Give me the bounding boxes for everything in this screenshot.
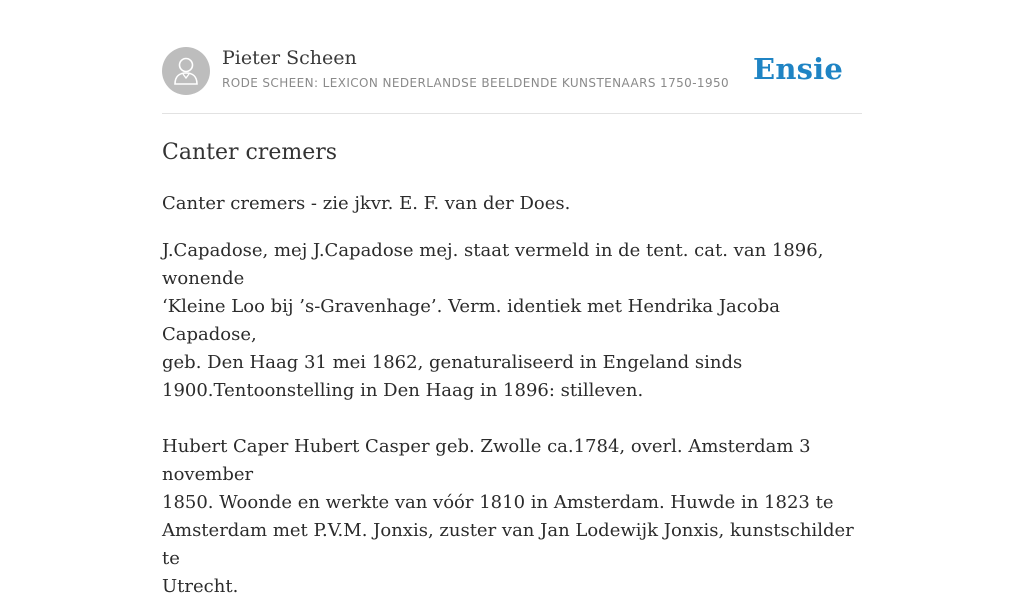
author-name[interactable]: Pieter Scheen <box>222 47 357 69</box>
header-divider <box>162 113 862 114</box>
user-icon <box>172 56 200 86</box>
author-block <box>222 47 729 90</box>
page-title: Canter cremers <box>162 140 338 165</box>
paragraph-caper: Hubert Caper Hubert Casper geb. Zwolle ca.1784, overl. Amsterdam 3 november 1850. Woonde en werkte van vóór 1810 in Amsterdam. Huwde in 1823 te Amsterdam met P.V.M. Jonxis, zuster van Jan Lodewijk Jonxis, kunstschilder te Utrecht. <box>162 436 854 597</box>
article-body <box>162 190 862 601</box>
avatar[interactable] <box>162 47 210 95</box>
paragraph-intro: Canter cremers - zie jkvr. E. F. van der Does. <box>162 193 571 214</box>
paragraph-capadose: J.Capadose, mej J.Capadose mej. staat vermeld in de tent. cat. van 1896, wonende ‘Kleine Loo bij ’s-Gravenhage’. Verm. identiek met Hendrika Jacoba Capadose, geb. Den Haag 31 mei 1862, genaturaliseerd in Engeland sinds 1900.Tentoonstelling in Den Haag in 1896: stilleven. <box>162 240 824 401</box>
source-title[interactable]: RODE SCHEEN: LEXICON NEDERLANDSE BEELDENDE KUNSTENAARS 1750-1950 <box>222 76 730 90</box>
article-header <box>162 47 862 97</box>
ensie-logo[interactable]: Ensie <box>753 52 843 86</box>
